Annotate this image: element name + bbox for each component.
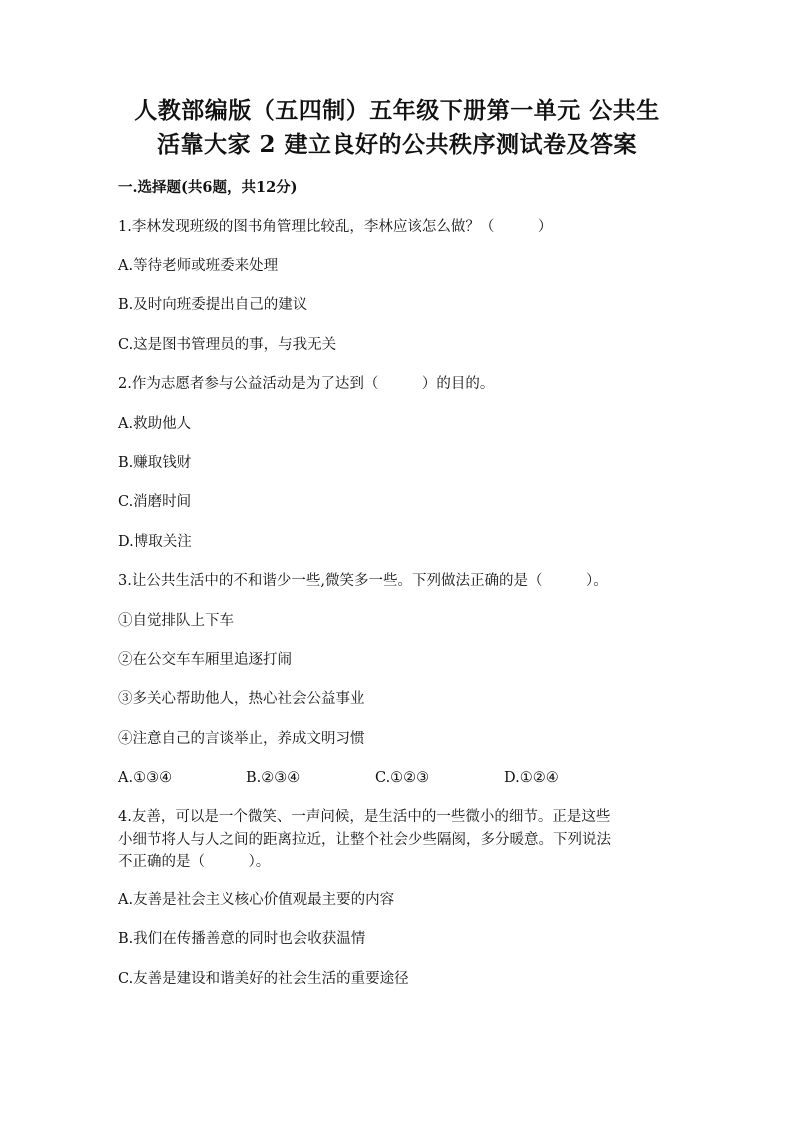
document-title-line-1: 人教部编版（五四制）五年级下册第一单元 公共生 — [134, 97, 660, 124]
question-2-stem: 2.作为志愿者参与公益活动是为了达到（ ）的目的。 — [118, 376, 495, 392]
question-1-option-a: A.等待老师或班委来处理 — [118, 258, 279, 274]
question-2-option-d: D.博取关注 — [118, 534, 192, 550]
question-4-stem-line-1: 4.友善，可以是一个微笑、一声问候，是生活中的一些微小的细节。正是这些 — [118, 809, 611, 825]
question-3-statement-1: ①自觉排队上下车 — [118, 613, 234, 629]
question-3-option-a: A.①③④ — [118, 770, 173, 786]
question-2-option-a: A.救助他人 — [118, 416, 192, 432]
question-4-option-c: C.友善是建设和谐美好的社会生活的重要途径 — [118, 971, 409, 987]
question-3-statement-4: ④注意自己的言谈举止，养成文明习惯 — [118, 731, 365, 747]
question-1-option-b: B.及时向班委提出自己的建议 — [118, 297, 308, 313]
question-3-option-d: D.①②④ — [504, 770, 559, 786]
document-title-line-2: 活靠大家 2 建立良好的公共秩序测试卷及答案 — [156, 131, 638, 158]
question-4-option-b: B.我们在传播善意的同时也会收获温情 — [118, 931, 366, 947]
question-2-option-c: C.消磨时间 — [118, 494, 192, 510]
question-1-stem: 1.李林发现班级的图书角管理比较乱，李林应该怎么做？（ ） — [118, 219, 553, 235]
question-4-stem-line-3: 不正确的是（ ）。 — [118, 854, 271, 870]
question-3-option-b: B.②③④ — [246, 770, 301, 786]
question-3-option-c: C.①②③ — [375, 770, 430, 786]
question-4-stem-line-2: 小细节将人与人之间的距离拉近，让整个社会少些隔阂，多分暖意。下列说法 — [118, 832, 611, 848]
question-1-option-c: C.这是图书管理员的事，与我无关 — [118, 337, 337, 353]
question-4-option-a: A.友善是社会主义核心价值观最主要的内容 — [118, 892, 395, 908]
question-3-statement-3: ③多关心帮助他人，热心社会公益事业 — [118, 691, 365, 707]
question-3-stem: 3.让公共生活中的不和谐少一些,微笑多一些。下列做法正确的是（ ）。 — [118, 573, 608, 589]
section-heading: 一.选择题(共6题，共12分) — [118, 179, 298, 196]
question-2-option-b: B.赚取钱财 — [118, 455, 192, 471]
question-3-statement-2: ②在公交车车厢里追逐打闹 — [118, 652, 292, 668]
